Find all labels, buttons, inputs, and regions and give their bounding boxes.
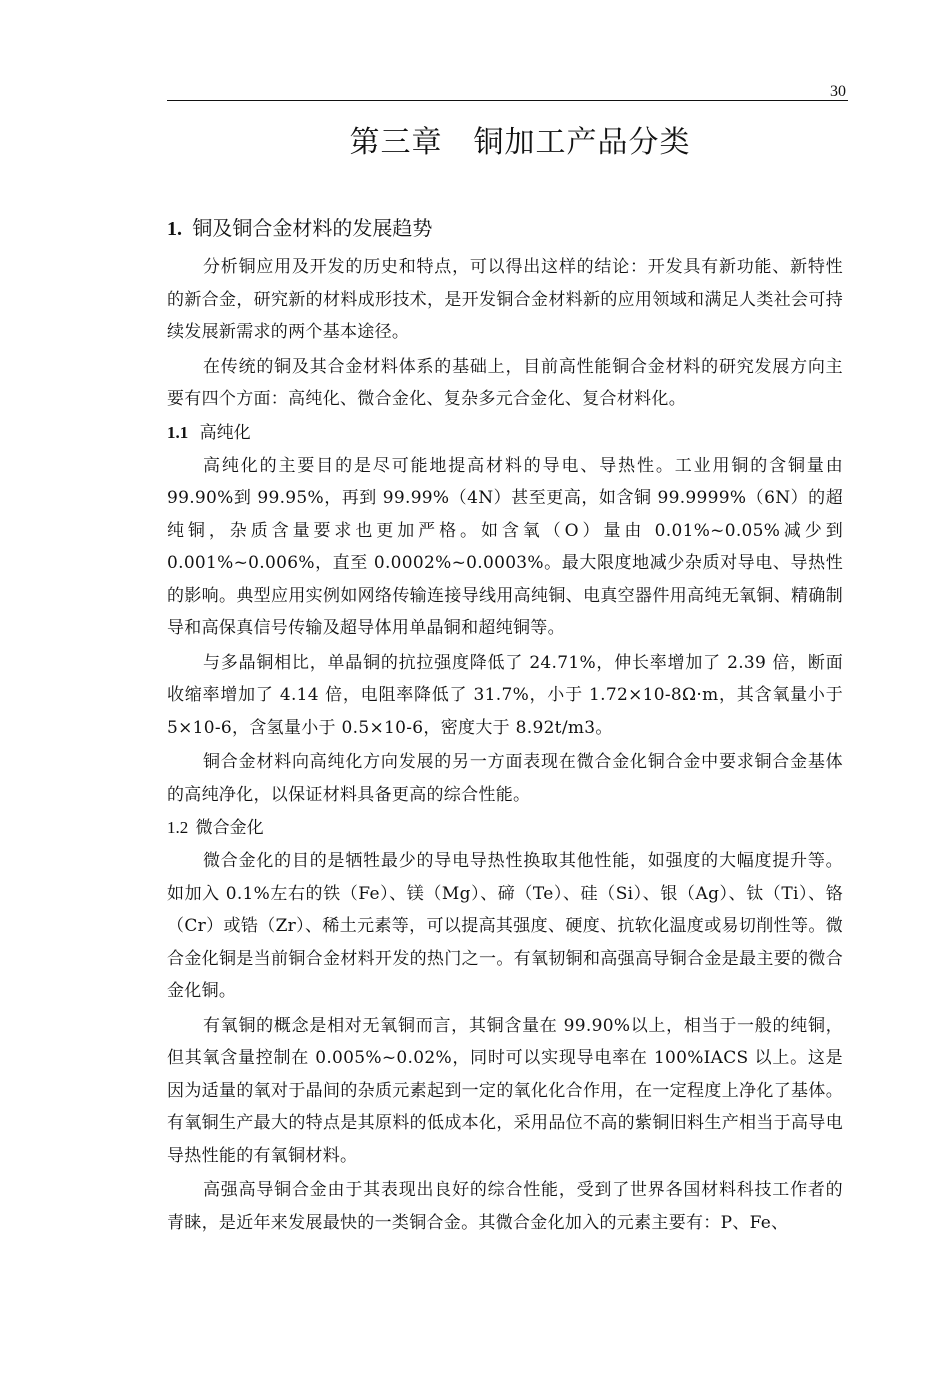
subsection-1-1-heading — [167, 418, 843, 448]
paragraph: 高强高导铜合金由于其表现出良好的综合性能，受到了世界各国材料科技工作者的青睐，是近年来发展最快的一类铜合金。其微合金化加入的元素主要有：P、Fe、 — [167, 1180, 843, 1233]
page-number: 30 — [830, 83, 846, 100]
paragraph: 铜合金材料向高纯化方向发展的另一方面表现在微合金化铜合金中要求铜合金基体的高纯净化，以保证材料具备更高的综合性能。 — [167, 752, 843, 805]
paragraph: 分析铜应用及开发的历史和特点，可以得出这样的结论：开发具有新功能、新特性的新合金，研究新的材料成形技术，是开发铜合金材料新的应用领域和满足人类社会可持续发展新需求的两个基本途径。 — [167, 257, 843, 342]
subsection-1-1-title: 高纯化 — [199, 422, 251, 443]
section-1-heading — [167, 212, 843, 245]
paragraph: 微合金化的目的是牺牲最少的导电导热性换取其他性能，如强度的大幅度提升等。如加入 0.1%左右的铁（Fe）、镁（Mg）、碲（Te）、硅（Si）、银（Ag）、钛（Ti）、铬（Cr）或锆（Zr）、稀土元素等，可以提高其强度、硬度、抗软化温度或易切削性等。微合金化铜是当前铜合金材料开发的热门之一。有氧韧铜和高强高导铜合金是最主要的微合金化铜。 — [167, 851, 843, 1001]
page-content — [167, 118, 843, 1241]
paragraph: 与多晶铜相比，单晶铜的抗拉强度降低了 24.71%，伸长率增加了 2.39 倍，断面收缩率增加了 4.14 倍，电阻率降低了 31.7%，小于 1.72×10-8Ω·m，其含氧量小于 5×10-6，含氢量小于 0.5×10-6，密度大于 8.92t/m3。 — [167, 652, 843, 738]
subsection-1-2-number: 1.2 — [167, 818, 189, 837]
subsection-1-2-title: 微合金化 — [195, 818, 264, 838]
section-1-title: 铜及铜合金材料的发展趋势 — [192, 216, 433, 240]
paragraph: 有氧铜的概念是相对无氧铜而言，其铜含量在 99.90%以上，相当于一般的纯铜，但其氧含量控制在 0.005%~0.02%，同时可以实现导电率在 100%IACS 以上。这是因为适量的氧对于晶间的杂质元素起到一定的氧化化合作用，在一定程度上净化了基体。有氧铜生产最大的特点是其原料的低成本化，采用品位不高的紫铜旧料生产相当于高导电导热性能的有氧铜材料。 — [167, 1015, 843, 1166]
section-1-number: 1. — [167, 218, 182, 240]
subsection-1-2-heading — [167, 813, 843, 843]
subsection-1-1-number: 1.1 — [167, 422, 189, 442]
chapter-title: 第三章 铜加工产品分类 — [349, 125, 691, 160]
paragraph: 高纯化的主要目的是尽可能地提高材料的导电、导热性。工业用铜的含铜量由99.90%到 99.95%，再到 99.99%（4N）甚至更高，如含铜 99.9999%（6N）的超纯铜，杂质含量要求也更加严格。如含氧（O）量由 0.01%~0.05%减少到 0.001%~0.006%，直至 0.0002%~0.0003%。最大限度地减少杂质对导电、导热性的影响。典型应用实例如网络传输连接导线用高纯铜、电真空器件用高纯无氧铜、精确制导和高保真信号传输及超导体用单晶铜和超纯铜等。 — [167, 455, 843, 638]
header-rule — [167, 100, 848, 101]
paragraph: 在传统的铜及其合金材料体系的基础上，目前高性能铜合金材料的研究发展方向主要有四个方面：高纯化、微合金化、复杂多元合金化、复合材料化。 — [167, 356, 843, 409]
